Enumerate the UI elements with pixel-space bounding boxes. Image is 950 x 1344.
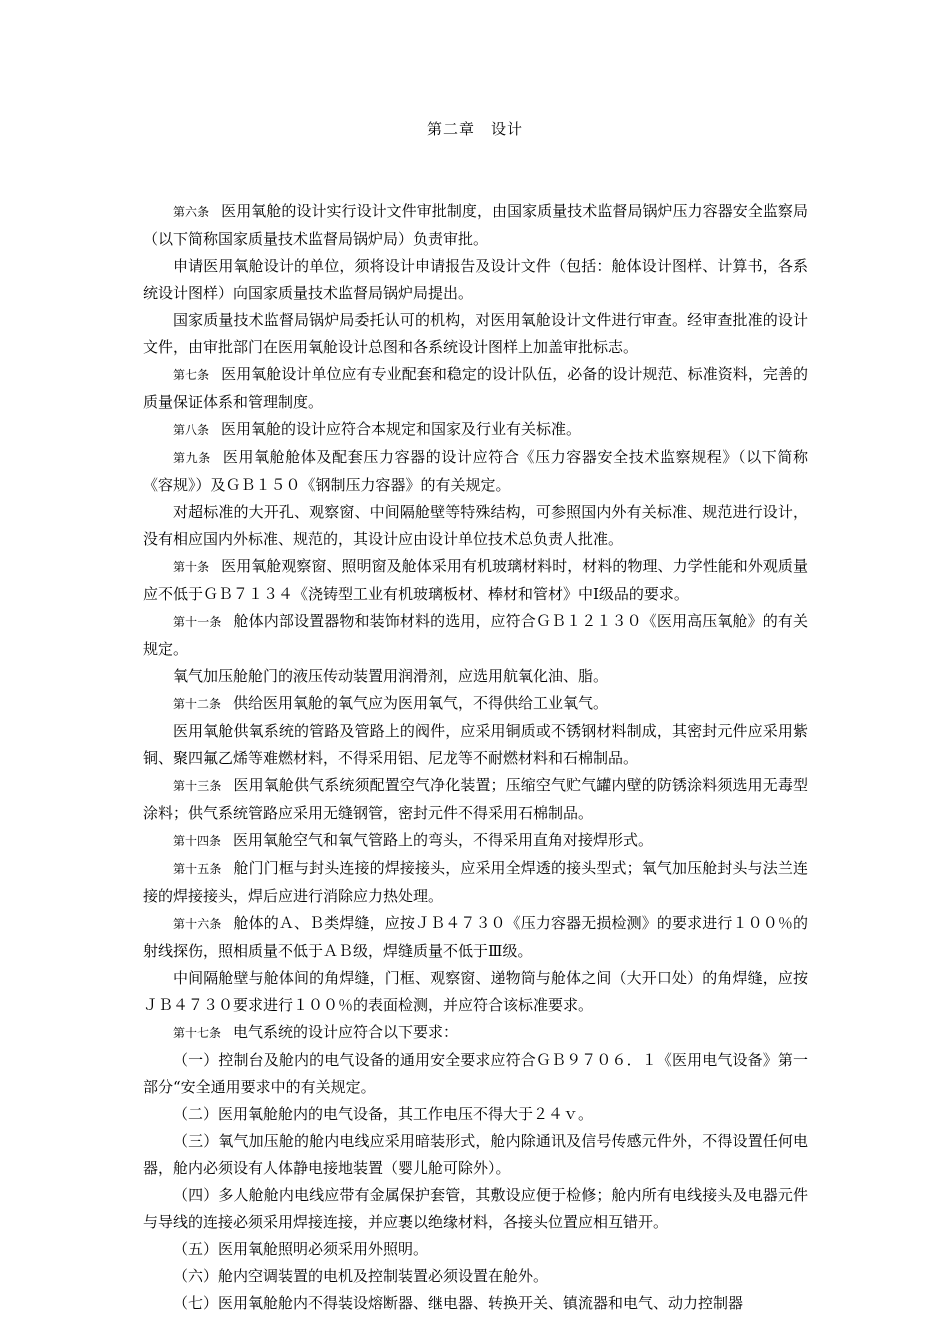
paragraph-text: 医用氧舱空气和氧气管路上的弯头，不得采用直角对接焊形式。 — [233, 831, 654, 849]
article-number: 第七条 — [173, 368, 210, 382]
article-number: 第九条 — [173, 451, 211, 465]
paragraph-text: （七）医用氧舱舱内不得装设熔断器、继电器、转换开关、镇流器和电气、动力控制器 — [173, 1294, 744, 1312]
paragraph-text: 舱门门框与封头连接的焊接接头，应采用全焊透的接头型式；氧气加压舱封头与法兰连接的焊接接头，焊后应进行消除应力热处理。 — [143, 859, 808, 905]
paragraph-text: 舱体内部设置器物和装饰材料的选用，应符合ＧＢ１２１３０《医用高压氧舱》的有关规定。 — [143, 612, 808, 658]
paragraph — [143, 910, 808, 965]
paragraph — [143, 855, 808, 910]
paragraph — [143, 1290, 808, 1317]
paragraph-text: 对超标准的大开孔、观察窗、中间隔舱壁等特殊结构，可参照国内外有关标准、规范进行设计，没有相应国内外标准、规范的，其设计应由设计单位技术总负责人批准。 — [143, 503, 808, 548]
paragraph-text: 医用氧舱的设计实行设计文件审批制度，由国家质量技术监督局锅炉压力容器安全监察局（以下简称国家质量技术监督局锅炉局）负责审批。 — [143, 202, 808, 248]
paragraph-text: 舱体的Ａ、Ｂ类焊缝，应按ＪＢ４７３０《压力容器无损检测》的要求进行１００％的射线探伤，照相质量不低于ＡＢ级，焊缝质量不低于Ⅲ级。 — [143, 914, 808, 960]
article-number: 第十五条 — [173, 862, 222, 876]
paragraph — [143, 718, 808, 772]
paragraph-text: 供给医用氧舱的氧气应为医用氧气，不得供给工业氧气。 — [233, 694, 609, 712]
paragraph-text: （五）医用氧舱照明必须采用外照明。 — [173, 1240, 429, 1258]
paragraph — [143, 416, 808, 444]
paragraph-text: 医用氧舱的设计应符合本规定和国家及行业有关标准。 — [221, 420, 582, 438]
article-number: 第十二条 — [173, 697, 222, 711]
paragraph-text: 氧气加压舱舱门的液压传动装置用润滑剂，应选用航氧化油、脂。 — [173, 667, 609, 685]
article-number: 第十六条 — [173, 917, 222, 931]
paragraph — [143, 253, 808, 307]
paragraph-text: （六）舱内空调装置的电机及控制装置必须设置在舱外。 — [173, 1267, 549, 1285]
paragraph — [143, 1101, 808, 1128]
paragraph — [143, 444, 808, 499]
paragraph — [143, 827, 808, 855]
paragraph — [143, 553, 808, 608]
paragraph — [143, 1263, 808, 1290]
paragraph — [143, 608, 808, 663]
paragraph-text: （二）医用氧舱舱内的电气设备，其工作电压不得大于２４ｖ。 — [173, 1105, 594, 1123]
article-number: 第十七条 — [173, 1026, 222, 1040]
paragraph-text: 申请医用氧舱设计的单位，须将设计申请报告及设计文件（包括：舱体设计图样、计算书，各系统设计图样）向国家质量技术监督局锅炉局提出。 — [143, 257, 808, 302]
paragraph — [143, 772, 808, 827]
paragraph — [143, 690, 808, 718]
article-number: 第十条 — [173, 560, 210, 574]
paragraph — [143, 198, 808, 253]
paragraph-text: 医用氧舱供氧系统的管路及管路上的阀件，应采用铜质或不锈钢材料制成，其密封元件应采用紫铜、聚四氟乙烯等难燃材料，不得采用铝、尼龙等不耐燃材料和石棉制品。 — [143, 722, 808, 767]
article-number: 第十四条 — [173, 834, 222, 848]
paragraph — [143, 307, 808, 361]
paragraph-text: 中间隔舱壁与舱体间的角焊缝，门框、观察窗、递物筒与舱体之间（大开口处）的角焊缝，应按ＪＢ４７３０要求进行１００％的表面检测，并应符合该标准要求。 — [143, 969, 808, 1014]
article-number: 第八条 — [173, 423, 210, 437]
paragraph-text: （三）氧气加压舱的舱内电线应采用暗装形式，舱内除通讯及信号传感元件外，不得设置任何电器，舱内必须设有人体静电接地装置（婴儿舱可除外）。 — [143, 1132, 808, 1177]
article-number: 第十一条 — [173, 615, 222, 629]
paragraph — [143, 361, 808, 416]
paragraph — [143, 499, 808, 553]
paragraph-text: 医用氧舱舱体及配套压力容器的设计应符合《压力容器安全技术监察规程》（以下简称《容规》）及ＧＢ１５０《钢制压力容器》的有关规定。 — [143, 448, 808, 494]
paragraph-text: （四）多人舱舱内电线应带有金属保护套管，其敷设应便于检修；舱内所有电线接头及电器元件与导线的连接必须采用焊接连接，并应裹以绝缘材料，各接头位置应相互错开。 — [143, 1186, 808, 1231]
paragraph — [143, 1047, 808, 1101]
chapter-title: 第二章 设计 — [426, 120, 523, 138]
paragraph — [143, 1019, 808, 1047]
paragraph-text: 医用氧舱设计单位应有专业配套和稳定的设计队伍，必备的设计规范、标准资料，完善的质量保证体系和管理制度。 — [143, 365, 808, 411]
paragraph — [143, 1128, 808, 1182]
paragraph-text: 医用氧舱供气系统须配置空气净化装置；压缩空气贮气罐内壁的防锈涂料须选用无毒型涂料；供气系统管路应采用无缝钢管，密封元件不得采用石棉制品。 — [143, 776, 808, 822]
paragraph — [143, 663, 808, 690]
paragraph — [143, 1236, 808, 1263]
paragraph-text: 电气系统的设计应符合以下要求： — [233, 1023, 459, 1041]
paragraph — [143, 965, 808, 1019]
body-text — [143, 198, 808, 1317]
paragraph-text: 国家质量技术监督局锅炉局委托认可的机构，对医用氧舱设计文件进行审查。经审查批准的设计文件，由审批部门在医用氧舱设计总图和各系统设计图样上加盖审批标志。 — [143, 311, 808, 356]
paragraph-text: 医用氧舱观察窗、照明窗及舱体采用有机玻璃材料时，材料的物理、力学性能和外观质量应不低于ＧＢ７１３４《浇铸型工业有机玻璃板材、棒材和管材》中Ⅰ级品的要求。 — [143, 557, 808, 603]
paragraph-text: （一）控制台及舱内的电气设备的通用安全要求应符合ＧＢ９７０６．１《医用电气设备》第一部分“安全通用要求中的有关规定。 — [143, 1051, 808, 1096]
article-number: 第六条 — [173, 205, 210, 219]
paragraph — [143, 1182, 808, 1236]
article-number: 第十三条 — [173, 779, 222, 793]
